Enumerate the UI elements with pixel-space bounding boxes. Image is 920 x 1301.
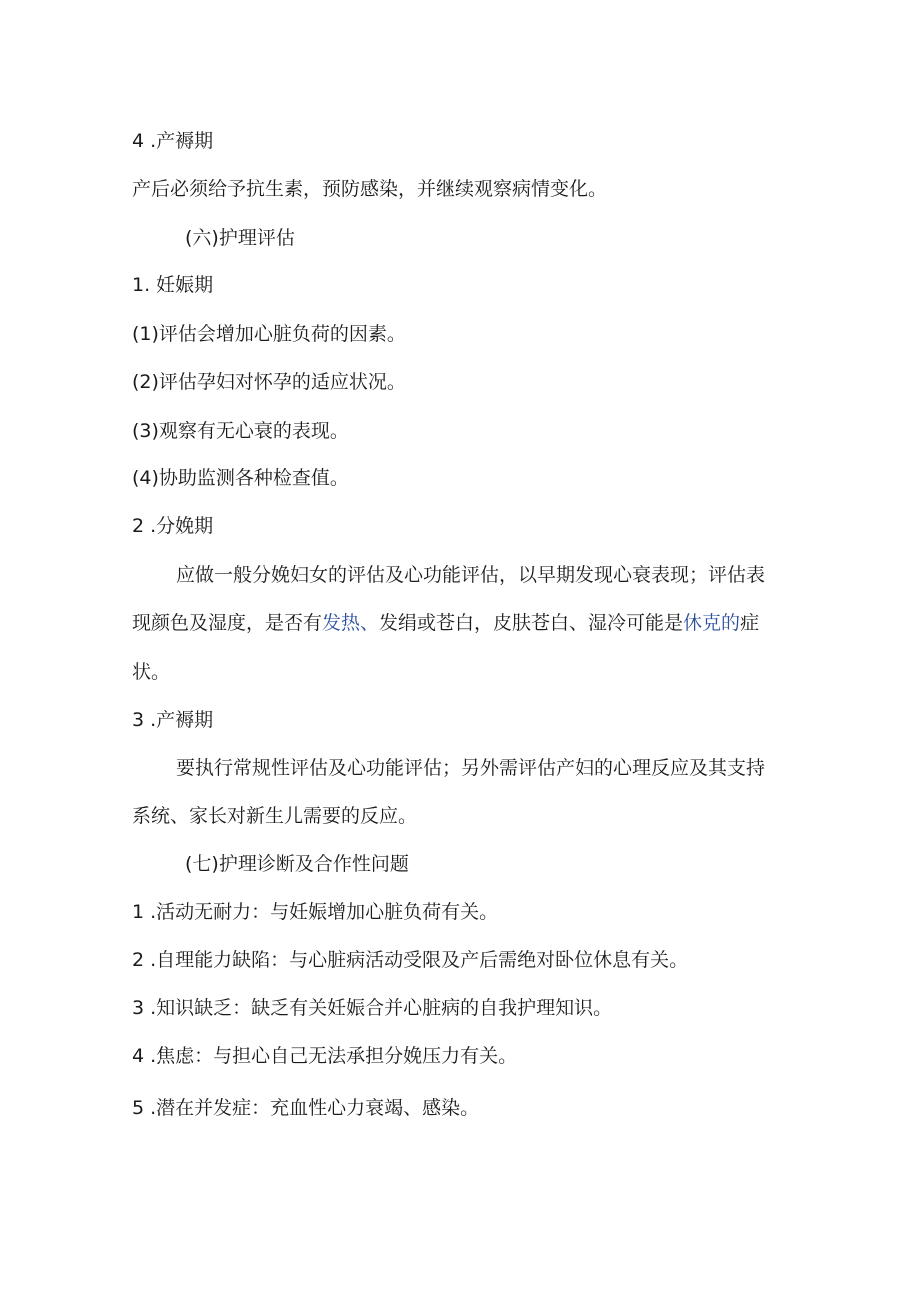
subheading-postpartum-period: 3 .产褥期 xyxy=(132,709,214,731)
paragraph-delivery-line1: 应做一般分娩妇女的评估及心功能评估，以早期发现心衰表现；评估表 xyxy=(176,564,766,586)
paragraph-delivery-text-a: 现颜色及湿度，是否有 xyxy=(132,612,323,634)
diagnosis-item-2: 2 .自理能力缺陷：与心脏病活动受限及产后需绝对卧位休息有关。 xyxy=(132,949,689,971)
list-item-2: (2)评估孕妇对怀孕的适应状况。 xyxy=(132,371,406,393)
subheading-pregnancy-period: 1. 妊娠期 xyxy=(132,274,214,296)
section-heading-nursing-assessment: (六)护理评估 xyxy=(185,227,295,249)
diagnosis-item-5: 5 .潜在并发症：充血性心力衰竭、感染。 xyxy=(132,1097,480,1119)
paragraph-delivery-line2 xyxy=(132,610,759,636)
diagnosis-item-3: 3 .知识缺乏：缺乏有关妊娠合并心脏病的自我护理知识。 xyxy=(132,997,613,1019)
diagnosis-item-4: 4 .焦虑：与担心自己无法承担分娩压力有关。 xyxy=(132,1045,518,1067)
paragraph-postpartum-line2: 系统、家长对新生儿需要的反应。 xyxy=(132,805,418,827)
paragraph-delivery-line3: 状。 xyxy=(132,661,171,683)
list-item-1: (1)评估会增加心脏负荷的因素。 xyxy=(132,323,406,345)
paragraph-postpartum-line1: 要执行常规性评估及心功能评估；另外需评估产妇的心理反应及其支持 xyxy=(176,757,766,779)
subheading-delivery-period: 2 .分娩期 xyxy=(132,515,214,537)
list-item-3: (3)观察有无心衰的表现。 xyxy=(132,420,349,442)
section-heading-nursing-diagnosis: (七)护理诊断及合作性问题 xyxy=(185,853,409,875)
section-heading-postpartum: 4 .产褥期 xyxy=(132,130,214,152)
paragraph-delivery-text-b: 发绢或苍白，皮肤苍白、湿冷可能是 xyxy=(379,612,684,634)
diagnosis-item-1: 1 .活动无耐力：与妊娠增加心脏负荷有关。 xyxy=(132,901,499,923)
list-item-4: (4)协助监测各种检查值。 xyxy=(132,467,349,489)
paragraph-delivery-text-c: 症 xyxy=(740,612,760,634)
paragraph-postpartum-antibiotics: 产后必须给予抗生素，预防感染，并继续观察病情变化。 xyxy=(132,178,608,200)
link-shock[interactable]: 休克的 xyxy=(683,612,741,634)
link-fever[interactable]: 发热、 xyxy=(322,612,380,634)
